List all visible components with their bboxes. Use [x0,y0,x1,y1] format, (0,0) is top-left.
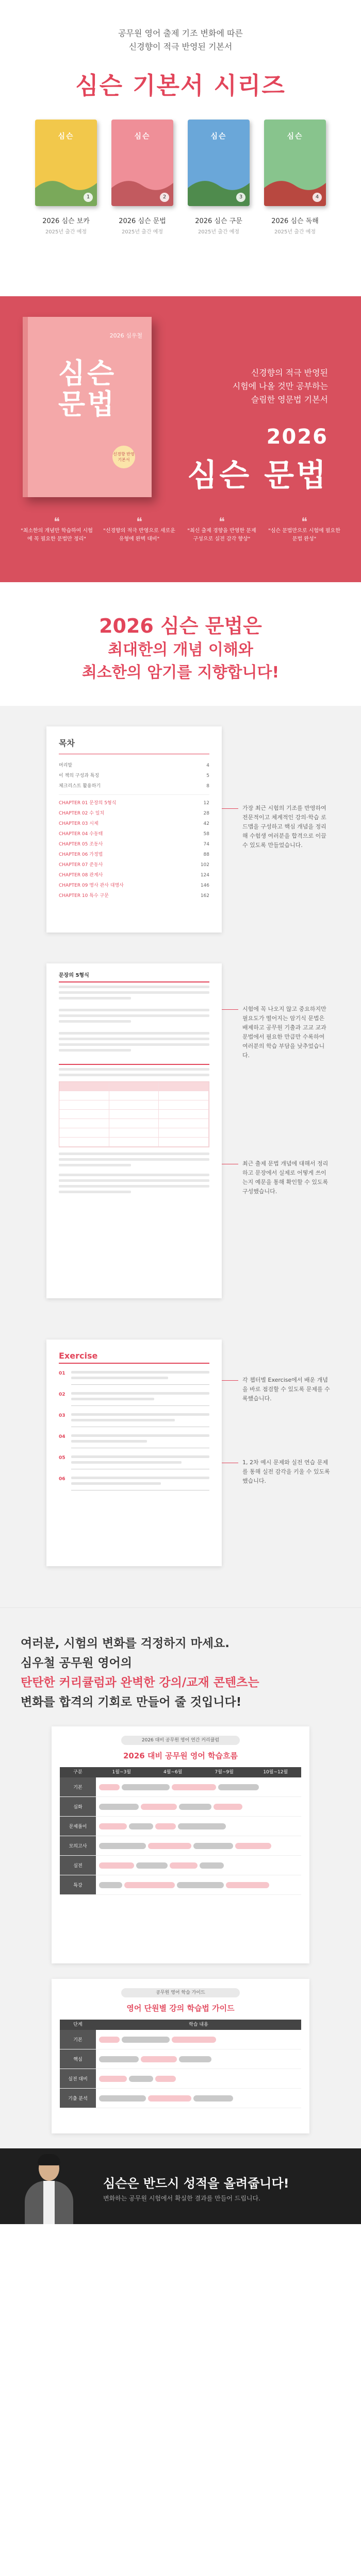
headline-section [0,582,361,706]
series-book [264,120,326,235]
hero-book-cover [23,317,152,497]
toc-item-page: 162 [200,893,209,899]
exercise-item [59,1371,209,1385]
chart-row-cell [96,1817,301,1836]
chart-header-cell: 7월~9월 [215,1770,234,1775]
text-line [59,1038,209,1040]
chart-rows [52,2030,309,2108]
curriculum-bar [141,2056,177,2062]
series-section [0,0,361,296]
book-number: 4 [313,193,322,202]
quote-mark-icon: ❝ [136,516,142,529]
toc-item [46,891,222,901]
exercise-number: 01 [59,1371,65,1376]
toc-item [46,839,222,850]
cover-title-line: 문법 [58,388,117,420]
series-book [35,120,97,235]
page-rule [59,1363,209,1364]
text-line [59,1158,209,1161]
curriculum-bar [179,2056,211,2062]
curriculum-bar [141,1804,177,1810]
series-intro [0,0,361,54]
text-line [59,997,131,999]
curriculum-bar [99,2076,127,2082]
book-cover [111,120,173,206]
toc-callout [242,804,330,850]
chart-header-cell: 학습 내용 [189,2022,208,2027]
curriculum-bar [124,1882,175,1888]
cover-author: 2026 심우철 [109,332,142,339]
toc-item-label: 체크리스트 활용하기 [59,784,101,789]
book-date: 2025년 출간 예정 [274,229,316,235]
toc-list [46,760,222,901]
toc-separator [59,794,209,795]
footer-section [0,2148,361,2224]
guide-chart [52,1979,309,2133]
chart-header [60,1767,301,1777]
toc-item-page: 5 [206,773,209,778]
quote-text: "최소한의 개념만 학습하여 시험에 꼭 필요한 문법만 정리" [21,528,93,542]
chart-row-label: 특강 [60,1875,96,1894]
toc-item-page: 102 [200,862,209,868]
callout-text: 시험에 꼭 나오지 않고 중요하지만 필요도가 떨어지는 암기식 문법은 배제하고 공무원 기출과 고교 교과 문법에서 필요한 만큼만 수록하여 여러분의 학습 부담을 낮추었습니다. [242,1006,326,1059]
toc-item [46,860,222,870]
chart-header-cell: 10월~12월 [263,1770,288,1775]
curriculum-bar [122,2037,170,2043]
callout-line [222,1009,238,1010]
hero-line: 슬림한 영문법 기본서 [251,395,328,404]
quote [21,518,93,544]
cover-title [23,358,152,420]
chart-row [60,2069,301,2089]
toc-item [46,819,222,829]
toc-item-label: CHAPTER 08 관계사 [59,873,103,878]
book-cover-title: 심슨 [58,132,74,141]
book-number: 2 [160,193,169,202]
chart-row-cell [96,2030,301,2049]
series-book [188,120,250,235]
book-number: 3 [236,193,245,202]
toc-item [46,808,222,819]
curriculum-bar [122,1784,170,1790]
text-line [59,1191,131,1193]
curriculum-bar [99,2095,146,2102]
chart-row-cell [96,1836,301,1855]
series-book [111,120,173,235]
book-cover-title: 심슨 [210,132,227,141]
text-line [59,1074,209,1076]
chart-row [60,1875,301,1895]
toc-item-label: CHAPTER 07 준동사 [59,862,103,868]
exercise-number: 02 [59,1392,65,1397]
toc-item-page: 74 [203,842,209,847]
chart-row-cell [96,1856,301,1875]
chart-row-label: 기출 분석 [60,2089,96,2108]
table-row [59,1110,209,1119]
exercise-number: 04 [59,1434,65,1439]
curriculum-bar [214,1804,242,1810]
toc-item-page: 146 [200,883,209,888]
curriculum-text [0,1608,361,1712]
toc-item-page: 12 [203,801,209,806]
quote [103,518,175,544]
toc-item-label: CHAPTER 02 수 일치 [59,811,105,816]
book-date: 2025년 출간 예정 [45,229,87,235]
curriculum-bar [99,1882,122,1888]
callout-text: 각 챕터별 Exercise에서 배운 개념을 바로 점검할 수 있도록 문제를 수록했습니다. [242,1377,330,1402]
text-line [59,1043,209,1046]
chart-row-label: 실전 대비 [60,2069,96,2088]
cover-title-line: 심슨 [58,357,117,389]
chart-row-label: 기본 [60,2030,96,2049]
exercise-item [59,1434,209,1448]
toc-item-label: 이 책의 구성과 특징 [59,773,100,778]
curriculum-bar [155,2076,176,2082]
page-rule [59,981,209,982]
footer-headline: 심슨은 반드시 성적을 올려줍니다! [103,2176,289,2191]
curriculum-bar [148,1843,191,1849]
toc-item-label: CHAPTER 10 특수 구문 [59,893,109,899]
toc-item [46,880,222,891]
chart-row-cell [96,2089,301,2108]
chart-row [60,1777,301,1797]
toc-item [46,781,222,791]
chart-row-cell [96,1797,301,1816]
book-number: 1 [84,193,93,202]
chart-row-label: 실전 [60,1856,96,1875]
chart-row-label: 모의고사 [60,1836,96,1855]
chart-header-cell: 구분 [73,1770,83,1775]
curriculum-line: 여러분, 시험의 변화를 걱정하지 마세요. [21,1637,229,1650]
exercise-page [46,1340,222,1566]
curriculum-line: 변화를 합격의 기회로 만들어 줄 것입니다! [21,1696,242,1709]
toc-item [46,760,222,771]
curriculum-bar [178,1823,226,1829]
chart-row [60,1817,301,1836]
quote-text: "최신 출제 경향을 반영한 문제 구성으로 실전 감각 향상" [187,528,256,542]
curriculum-line-highlight: 탄탄한 커리큘럼과 완벽한 강의/교재 콘텐츠는 [21,1676,259,1689]
headline-line: 2026 심슨 문법은 [99,615,262,637]
quote-text: "심슨 문법만으로 시험에 필요한 문법 완성" [268,528,340,542]
chart-row-label: 기본 [60,1777,96,1797]
headline-line: 최대한의 개념 이해와 [108,641,253,659]
chart-title: 2026 대비 공무원 영어 학습흐름 [123,1751,238,1760]
table-row [59,1082,209,1091]
exercise-item [59,1413,209,1427]
chart-header-cell: 4월~6월 [163,1770,183,1775]
toc-item-label: 머리말 [59,763,73,768]
headline-line: 최소한의 암기를 지향합니다! [81,664,280,682]
book-cover-title: 심슨 [134,132,151,141]
chart-row-label: 심화 [60,1797,96,1816]
hero-line: 시험에 나올 것만 공부하는 [232,381,328,391]
page-head: 문장의 5형식 [59,973,89,978]
exercise-callout-2 [242,1458,330,1486]
text-line [59,1153,209,1155]
curriculum-bar [177,1882,224,1888]
curriculum-bar [136,1862,168,1869]
book-cover-title: 심슨 [287,132,303,141]
text-line [59,991,209,994]
curriculum-bar [148,2095,191,2102]
exercise-title: Exercise [59,1351,98,1361]
toc-item-label: CHAPTER 09 명사 관사 대명사 [59,883,124,888]
table-row [59,1119,209,1128]
grammar-callout-1 [242,1005,330,1060]
curriculum-section [0,1607,361,2148]
curriculum-bar [218,1784,259,1790]
table-row [59,1100,209,1110]
text-line [59,1068,209,1071]
chart-header-cell: 단계 [73,2022,83,2027]
exercise-number: 06 [59,1477,65,1482]
toc-item-page: 124 [200,873,209,878]
book-name: 2026 심슨 구문 [195,217,242,225]
exercise-item [59,1392,209,1406]
book-name: 2026 심슨 보카 [42,217,90,225]
callout-line [222,808,238,809]
curriculum-bar [99,1784,120,1790]
chart-row [60,2030,301,2049]
series-books [0,120,361,235]
toc-item-page: 28 [203,811,209,816]
grammar-callout-2 [242,1159,330,1196]
exercise-number: 05 [59,1455,65,1461]
toc-item [46,870,222,880]
toc-item-label: CHAPTER 05 조동사 [59,842,103,847]
chart-row-label: 핵심 [60,2049,96,2069]
chart-row-cell [96,2049,301,2069]
curriculum-bar [172,2037,216,2043]
grammar-page [46,963,222,1298]
chart-tag: 공무원 영어 학습 가이드 [121,1988,240,1997]
toc-item-label: CHAPTER 01 문장의 5형식 [59,801,117,806]
chart-header [60,2020,301,2030]
toc-page [46,726,222,933]
curriculum-bar [129,1823,153,1829]
quote-mark-icon: ❝ [301,516,307,529]
chart-row-cell [96,2069,301,2088]
curriculum-bar [99,1823,127,1829]
curriculum-bar [99,2037,120,2043]
chart-tag: 2026 대비 공무원 영어 연간 커리큘럼 [121,1736,240,1745]
page-rule [59,1064,209,1065]
curriculum-chart [52,1726,309,1963]
toc-item-label: CHAPTER 04 수동태 [59,832,103,837]
chart-title: 영어 단원별 강의 학습법 가이드 [126,2004,235,2013]
exercise-item [59,1455,209,1469]
chart-header-cell: 1월~3월 [112,1770,131,1775]
grammar-table [59,1081,209,1147]
toc-item [46,829,222,839]
callout-text: 최근 출제 문법 개념에 대해서 정리하고 문장에서 실제로 어떻게 쓰이는지 예문을 통해 확인할 수 있도록 구성했습니다. [242,1160,329,1195]
quote-text: "신경향의 적극 반영으로 새로운 유형에 완벽 대비" [103,528,175,542]
text-line [59,1049,131,1052]
callout-line [222,1380,238,1381]
book-date: 2025년 출간 예정 [198,229,240,235]
table-row [59,1138,209,1147]
curriculum-bar [170,1862,198,1869]
text-line [59,1032,209,1035]
toc-item-label: CHAPTER 06 가정법 [59,852,103,857]
toc-item [46,798,222,808]
book-cover [264,120,326,206]
toc-item-page: 58 [203,832,209,837]
toc-title: 목차 [59,738,75,748]
text-line [59,986,209,988]
curriculum-bar [200,1862,224,1869]
hero-text [187,366,328,495]
chart-row [60,1797,301,1817]
curriculum-bar [193,2095,233,2102]
series-intro-line: 신경향이 적극 반영된 기본서 [128,42,233,52]
text-line [59,1179,209,1182]
text-line [59,1020,131,1023]
quote [268,518,340,544]
cover-badge: 신경향 반영 기본서 [112,446,135,468]
chart-row [60,2089,301,2108]
hero-name: 심슨 문법 [187,457,328,494]
hero-section [0,296,361,582]
curriculum-bar [172,1784,216,1790]
toc-item [46,850,222,860]
hero-quotes [21,518,340,544]
callout-text: 1, 2차 예시 문제와 실전 연습 문제를 통해 실전 감각을 키울 수 있도록 했습니다. [242,1459,330,1484]
book-name: 2026 심슨 독해 [271,217,319,225]
chart-row [60,1836,301,1856]
book-cover [188,120,250,206]
table-row [59,1128,209,1138]
series-intro-line: 공무원 영어 출제 기조 변화에 따른 [118,28,243,38]
quote [186,518,258,544]
curriculum-bar [99,1843,146,1849]
chart-row [60,1856,301,1875]
toc-item-label: CHAPTER 03 시제 [59,821,99,826]
preview-section [0,706,361,1607]
curriculum-bar [193,1843,233,1849]
curriculum-bar [155,1823,176,1829]
toc-item-page: 4 [206,763,209,768]
hero-line: 신경향의 적극 반영된 [251,368,328,378]
text-line [59,1009,209,1011]
exercise-callout-1 [242,1376,330,1403]
book-cover [35,120,97,206]
curriculum-bar [129,2076,153,2082]
curriculum-bar [99,1862,134,1869]
toc-item-page: 42 [203,821,209,826]
book-date: 2025년 출간 예정 [121,229,163,235]
toc-item [46,771,222,781]
chart-row-cell [96,1777,301,1797]
hero-year: 2026 [266,425,328,449]
footer-subline: 변화하는 공무원 시험에서 확실한 결과를 만들어 드립니다. [103,2195,260,2202]
text-line [59,1164,131,1166]
chart-rows [52,1777,309,1895]
chart-row [60,2049,301,2069]
text-line [59,1185,209,1188]
text-line [59,1014,209,1017]
chart-row-label: 문제풀이 [60,1817,96,1836]
quote-mark-icon: ❝ [219,516,225,529]
curriculum-bar [226,1882,269,1888]
book-name: 2026 심슨 문법 [119,217,166,225]
exercise-number: 03 [59,1413,65,1418]
toc-item-page: 8 [206,784,209,789]
curriculum-bar [99,1804,139,1810]
exercise-item [59,1477,209,1490]
curriculum-bar [99,2056,139,2062]
curriculum-line: 심우철 공무원 영어의 [21,1656,132,1670]
callout-text: 가장 최근 시험의 기조를 반영하여 전문적이고 체계적인 강의·학습 로드맵을 구성하고 핵심 개념을 정리해 수험생 여러분을 합격으로 이끌 수 있도록 만들었습니다. [242,805,326,849]
toc-item-page: 88 [203,852,209,857]
chart-row-cell [96,1875,301,1894]
author-photo [21,2152,77,2224]
quote-mark-icon: ❝ [54,516,60,529]
curriculum-bar [235,1843,271,1849]
text-line [59,1174,209,1176]
table-row [59,1091,209,1100]
curriculum-bar [179,1804,211,1810]
series-title: 심슨 기본서 시리즈 [75,72,286,99]
